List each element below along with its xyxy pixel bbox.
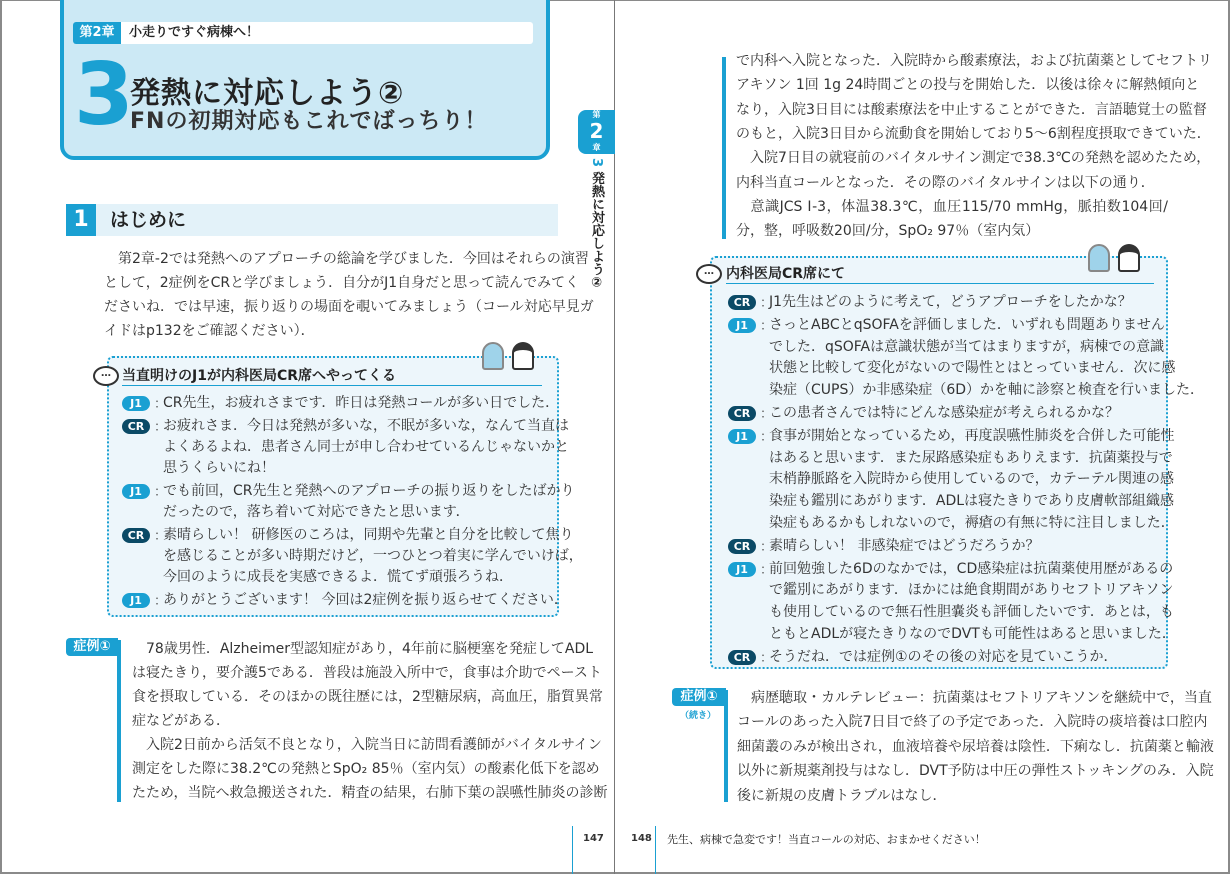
dialogue-line: この患者さんでは特にどんな感染症が考えられるかな？ <box>769 405 1119 421</box>
case-bar <box>117 640 121 802</box>
dialogue-line: 今回のように成長を実感できるよ．慌てず頑張ろうね． <box>163 569 513 586</box>
text-line: として，2症例をCRと学びましょう．自分がJ1自身だと思って読んでみてく <box>104 275 580 291</box>
speaker-badge-cr: CR <box>122 528 150 543</box>
side-vertical-text: 発熱に対応しよう② <box>589 171 604 291</box>
speaker-badge-cr: CR <box>728 650 756 665</box>
dialogue-line: 素晴らしい！ 非感染症ではどうだろうか？ <box>769 537 1040 554</box>
speaker-colon: ： <box>154 593 168 609</box>
text-line: は寝たきり，要介護5である．普段は施設入所中で，食事は介助でペースト <box>132 665 602 681</box>
side-vertical-number: 3 <box>589 158 604 168</box>
speaker-badge-j1: J1 <box>728 318 756 333</box>
speaker-badge-j1: J1 <box>122 593 150 608</box>
case-label-continued: 症例① <box>672 688 726 706</box>
doctor-illustration-icon <box>512 342 534 370</box>
chapter-bar <box>73 22 533 44</box>
speaker-colon: ： <box>760 319 774 335</box>
text-line: で内科へ入院となった．入院時から酸素療法，および抗菌薬としてセフトリ <box>736 53 1212 69</box>
chapter-name: 小走りですぐ病棟へ！ <box>129 25 260 40</box>
footer-rule-right <box>655 826 656 874</box>
section-heading <box>66 204 558 236</box>
dialogue-line: 食事が開始となっているため，再度誤嚥性肺炎を合併した可能性 <box>769 428 1175 445</box>
text-line: 意識JCS Ⅰ-3，体温38.3℃，血圧115/70 mmHg，脈拍数104回/ <box>736 198 1168 215</box>
side-tab-number: 2 <box>589 119 604 143</box>
dialogue-line: だったので，落ち着いて対応できたと思います． <box>163 504 470 520</box>
text-line: のもと，入院3日目から流動食を開始しており5～6割程度摂取できていた． <box>736 125 1211 142</box>
text-line: 病歴聴取・カルテレビュー：抗菌薬はセフトリアキソンを継続中で，当直 <box>737 690 1212 706</box>
text-line: 第2章-2では発熱へのアプローチの総論を学びました．今回はそれらの演習 <box>104 251 589 267</box>
dialogue-line: 末梢静脈路を入院時から使用しているので，カテーテル関連の感 <box>769 471 1175 488</box>
text-line: 78歳男性．Alzheimer型認知症があり，4年前に脳梗塞を発症してADL <box>132 641 594 657</box>
dialogue-line: お疲れさま．今日は発熱が多いな，不眠が多いな，なんて当直は <box>163 417 569 434</box>
text-line: ださいね．では早速，振り返りの場面を覗いてみましょう（コール対応早見ガ <box>104 299 594 315</box>
text-line: アキソン 1回 1g 24時間ごとの投与を開始した．以後は徐々に解熱傾向と <box>736 77 1200 94</box>
page-number-left: 147 <box>583 833 604 844</box>
speaker-colon: ： <box>760 650 774 666</box>
speaker-colon: ： <box>760 296 774 311</box>
text-line: 入院2日前から活気不良となり，入院当日に訪問看護師がバイタルサイン <box>132 737 602 753</box>
text-line: コールのあった入院7日目で終了の予定であった．入院時の痰培養は口腔内 <box>737 714 1208 731</box>
chapter-tag: 第2章 <box>73 22 121 44</box>
dialogue-line: 前回勉強した6Dのなかでは，CD感染症は抗菌薬使用歴があるの <box>769 560 1174 577</box>
text-line: 後に新規の皮膚トラブルはなし． <box>737 787 947 804</box>
page-title: 発熱に対応しよう② <box>130 76 405 111</box>
speaker-colon: ： <box>760 430 774 446</box>
dialogue-title-1: 当直明けのJ1が内科医局CR席へやってくる <box>122 365 542 386</box>
dialogue-line: でした．qSOFAは意識状態が当てはまりますが，病棟での意識 <box>769 338 1165 355</box>
section-title: はじめに <box>110 209 187 231</box>
side-vertical-title <box>584 158 606 291</box>
side-tab-bottom: 章 <box>592 143 601 152</box>
dialogue-line: 状態と比較して変化がないので陽性とはとっていません．次に感 <box>769 360 1176 377</box>
speaker-badge-cr: CR <box>728 539 756 554</box>
running-title: 先生、病棟で急変です！当直コールの対応、おまかせください！ <box>667 833 986 846</box>
text-line: 内科当直コールとなった．その際のバイタルサインは以下の通り． <box>736 174 1155 191</box>
dialogue-line: で鑑別にあがります．ほかには絶食期間がありセフトリアキソン <box>769 582 1174 599</box>
speaker-colon: ： <box>760 562 774 578</box>
speaker-badge-cr: CR <box>122 419 150 434</box>
resident-illustration-icon <box>482 342 504 370</box>
text-line: 以外に新規薬剤投与はなし．DVT予防は中圧の弾性ストッキングのみ．入院 <box>737 763 1214 780</box>
speaker-colon: ： <box>154 397 168 412</box>
text-line: 症などがある． <box>132 713 230 729</box>
speaker-badge-j1: J1 <box>122 484 150 499</box>
case-sublabel: （続き） <box>680 711 717 721</box>
speaker-colon: ： <box>154 528 168 544</box>
text-line: 測定をした際に38.2℃の発熱とSpO₂ 85％（室内気）の酸素化低下を認め <box>132 761 600 777</box>
speaker-badge-j1: J1 <box>728 562 756 577</box>
dialogue-line: も使用しているので無石性胆嚢炎も評価したいです．あとは，も <box>769 603 1174 620</box>
speaker-colon: ： <box>154 484 168 500</box>
side-tab-top: 第 <box>592 110 601 119</box>
dialogue-line: 素晴らしい！ 研修医のころは，同期や先輩と自分を比較して焦り <box>163 526 574 543</box>
dialogue-line: よくあるよね．患者さん同士が申し合わせているんじゃないかと <box>163 438 569 455</box>
dialogue-title-2: 内科医局CR席にて <box>726 263 1154 284</box>
dialogue-line: 思うくらいにね！ <box>163 460 275 477</box>
text-line: 細菌叢のみが検出され，血液培養や尿培養は陰性．下痢なし．抗菌薬と輸液 <box>737 738 1214 755</box>
section-number: 1 <box>66 204 96 236</box>
speaker-badge-j1: J1 <box>728 429 756 444</box>
speech-bubble-icon: … <box>93 366 119 386</box>
dialogue-line: さっとABCとqSOFAを評価しました．いずれも問題ありません <box>769 317 1165 334</box>
dialogue-line: でも前回，CR先生と発熱へのアプローチの振り返りをしたばかり <box>163 482 575 499</box>
case-bar-continued <box>722 57 726 239</box>
dialogue-line: 染症も鑑別にあがります．ADLは寝たきりであり皮膚軟部組織感 <box>769 492 1175 509</box>
speaker-colon: ： <box>760 407 774 422</box>
page-subtitle: FNの初期対応もこれでばっちり！ <box>130 109 488 134</box>
dialogue-line: 染症（CUPS）か非感染症（6D）かを軸に診察と検査を行いました． <box>769 381 1205 398</box>
dialogue-line: ともとADLが寝たきりなのでDVTも可能性はあると思いました． <box>769 625 1176 642</box>
text-line: たため，当院へ救急搬送された．精査の結果，右肺下葉の誤嚥性肺炎の診断 <box>132 785 608 801</box>
dialogue-line: ありがとうございます！ 今回は2症例を振り返らせてください． <box>163 591 568 608</box>
doctor-illustration-icon <box>1118 244 1140 272</box>
dialogue-line: そうだね．では症例①のその後の対応を見ていこうか． <box>769 648 1118 665</box>
case-label: 症例① <box>66 638 118 656</box>
text-line: イドはp132をご確認ください）． <box>104 323 315 339</box>
dialogue-line: CR先生，お疲れさまです．昨日は発熱コールが多い日でした． <box>163 395 560 411</box>
speaker-badge-cr: CR <box>728 406 756 421</box>
text-line: 入院7日目の就寝前のバイタルサイン測定で38.3℃の発熱を認めたため， <box>736 150 1211 167</box>
section-number-large: 3 <box>74 45 134 145</box>
speaker-badge-j1: J1 <box>122 396 150 411</box>
text-line: 分，整，呼吸数20回/分，SpO₂ 97％（室内気） <box>736 223 1040 240</box>
speaker-badge-cr: CR <box>728 295 756 310</box>
dialogue-line: はあると思います．また尿路感染症もありえます．抗菌薬投与で <box>769 449 1173 466</box>
text-line: 食を摂取している．そのほかの既往歴には，2型糖尿病，高血圧，脂質異常 <box>132 689 603 705</box>
resident-illustration-icon <box>1088 244 1110 272</box>
speech-bubble-icon: … <box>696 264 722 284</box>
dialogue-line: を感じることが多い時期だけど，一つひとつ着実に学んでいけば， <box>163 547 583 564</box>
text-line: なり，入院3日目には酸素療法を中止することができた．言語聴覚士の監督 <box>736 101 1207 118</box>
speaker-colon: ： <box>760 539 774 555</box>
dialogue-line: 染症もあるかもしれないので，褥瘡の有無に特に注目しました． <box>769 514 1175 531</box>
chapter-side-tab <box>578 110 615 154</box>
footer-rule-left <box>572 826 573 874</box>
speaker-colon: ： <box>154 419 168 435</box>
case-bar <box>724 690 728 802</box>
dialogue-line: J1先生はどのように考えて，どうアプローチをしたかな？ <box>769 294 1132 310</box>
page-number-right: 148 <box>631 833 652 844</box>
